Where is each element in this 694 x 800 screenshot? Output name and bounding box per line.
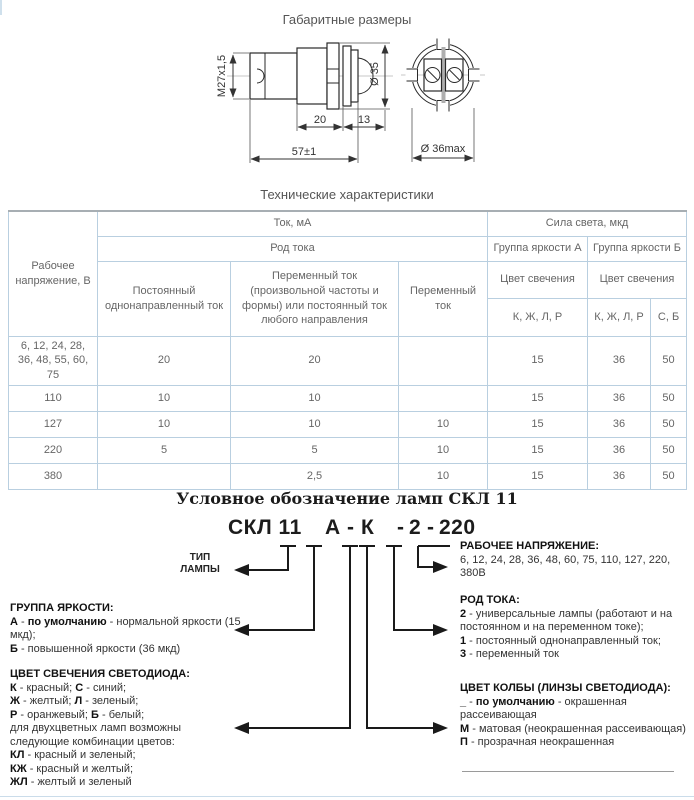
lamp-type-label: ТИП ЛАМПЫ [180, 552, 220, 575]
table-cell: 110 [9, 386, 98, 412]
table-cell: 10 [399, 412, 488, 438]
code-part-voltage: 220 [439, 516, 476, 539]
table-cell: 36 [588, 412, 651, 438]
code-part-brightness: А [325, 516, 341, 539]
legend-line: _ - по умолчанию - окрашенная рассеивающая [460, 695, 627, 721]
legend-line: П - прозрачная неокрашенная [460, 736, 615, 748]
table-cell [98, 464, 231, 490]
legend-line: 6, 12, 24, 28, 36, 48, 60, 75, 110, 127, 220, 380В [460, 553, 671, 579]
header-glow-b: Цвет свечения [588, 261, 687, 298]
legend-bulb-color [460, 682, 692, 750]
table-cell: 36 [588, 464, 651, 490]
terminal-divider [442, 47, 446, 103]
table-cell: 50 [651, 386, 687, 412]
table-cell [399, 386, 488, 412]
table-cell: 50 [651, 438, 687, 464]
table-cell: 10 [98, 386, 231, 412]
table-row [9, 336, 687, 386]
header-dc: Постоянный однонаправленный ток [98, 261, 231, 336]
header-current-kind: Род тока [98, 236, 488, 261]
arrow-current-kind [433, 624, 448, 636]
legend-line: для двухцветных ламп возможны [10, 722, 181, 734]
code-dash: - [427, 516, 435, 539]
lamp-front-view [401, 38, 485, 113]
connector-voltage [418, 546, 433, 567]
table-cell: 36 [588, 438, 651, 464]
legend-title: ЦВЕТ СВЕЧЕНИЯ СВЕТОДИОДА: [10, 668, 190, 680]
legend-line: К - красный; С - синий; [10, 681, 127, 694]
dim-label-20: 20 [313, 114, 327, 126]
legend-current-kind [460, 594, 690, 662]
arrow-bulb-color [433, 722, 448, 734]
connector-brightness [249, 546, 314, 630]
header-intensity: Сила света, мкд [488, 211, 687, 236]
code-dash: - [347, 516, 355, 539]
header-current: Ток, мА [98, 211, 488, 236]
table-row [9, 438, 687, 464]
header-glow-a: Цвет свечения [488, 261, 588, 298]
table-cell: 127 [9, 412, 98, 438]
arrow-voltage [433, 561, 448, 573]
table-cell: 15 [488, 386, 588, 412]
legend-title: РОД ТОКА: [460, 594, 520, 606]
table-cell: 5 [98, 438, 231, 464]
specs-section-title: Технические характеристики [260, 187, 434, 202]
header-ac: Переменный ток [399, 261, 488, 336]
legend-glow-color [10, 668, 242, 790]
table-cell: 50 [651, 336, 687, 386]
table-cell: 36 [588, 336, 651, 386]
connector-glow-color [249, 546, 350, 728]
legend-title: ЦВЕТ КОЛБЫ (ЛИНЗЫ СВЕТОДИОДА): [460, 682, 671, 694]
legend-line: М - матовая (неокрашенная рассеивающая) [460, 722, 686, 735]
header-colors-a: К, Ж, Л, Р [488, 298, 588, 336]
front-view-dimensions [412, 108, 474, 162]
legend-divider [462, 771, 674, 772]
table-header-row [9, 211, 687, 236]
code-dash: - [397, 516, 405, 539]
legend-line: 1 - постоянный однонаправленный ток; [460, 634, 661, 647]
dim-label-13: 13 [357, 114, 371, 126]
legend-line: А - по умолчанию - нормальной яркости (15 мкд); [10, 615, 241, 641]
table-cell: 15 [488, 412, 588, 438]
table-cell: 15 [488, 336, 588, 386]
table-row [9, 464, 687, 490]
arrow-type-lamp [234, 564, 249, 576]
legend-line: 2 - универсальные лампы (работают и на постоянном и на переменном токе); [460, 607, 673, 633]
table-cell: 2,5 [231, 464, 399, 490]
designation-section-title: Условное обозначение ламп СКЛ 11 [176, 489, 518, 508]
table-header-row [9, 261, 687, 298]
header-voltage: Рабочее напряжение, В [9, 211, 98, 336]
header-ac-any: Переменный ток (произвольной частоты и формы) или постоянный ток любого направления [231, 261, 399, 336]
dim-label-d36max: Ø 36max [420, 143, 466, 155]
dim-label-d35: Ø 35 [369, 62, 381, 86]
code-part-color: К [361, 516, 375, 539]
header-group-a: Группа яркости А [488, 236, 588, 261]
table-cell: 380 [9, 464, 98, 490]
table-cell: 220 [9, 438, 98, 464]
table-cell: 10 [231, 386, 399, 412]
table-row [9, 412, 687, 438]
header-group-b: Группа яркости Б [588, 236, 687, 261]
dim-label-m27: М27х1,5 [216, 54, 228, 98]
table-header-row [9, 236, 687, 261]
connector-current-kind [394, 546, 433, 630]
dim-label-57: 57±1 [291, 146, 317, 158]
legend-voltage [460, 540, 690, 581]
header-colors-b1: К, Ж, Л, Р [588, 298, 651, 336]
page-bottom-border [0, 796, 694, 797]
connector-type-lamp [249, 546, 288, 570]
table-cell: 10 [399, 464, 488, 490]
table-cell: 15 [488, 464, 588, 490]
table-cell: 20 [98, 336, 231, 386]
table-cell: 50 [651, 412, 687, 438]
code-part-type: СКЛ 11 [228, 516, 302, 539]
legend-line: КЛ - красный и зеленый; [10, 749, 136, 761]
legend-line: КЖ - красный и желтый; [10, 762, 134, 775]
dimensions-section-title: Габаритные размеры [282, 12, 412, 27]
table-cell: 10 [98, 412, 231, 438]
table-cell: 10 [399, 438, 488, 464]
legend-line: Ж - желтый; Л - зеленый; [10, 695, 139, 707]
legend-line: Р - оранжевый; Б - белый; [10, 708, 145, 721]
legend-line: Б - повышенной яркости (36 мкд) [10, 642, 181, 655]
table-cell: 10 [231, 412, 399, 438]
table-cell: 15 [488, 438, 588, 464]
legend-title: ГРУППА ЯРКОСТИ: [10, 602, 114, 614]
table-cell: 36 [588, 386, 651, 412]
legend-line: 3 - переменный ток [460, 648, 559, 660]
connector-bulb-color [367, 546, 433, 728]
table-cell: 20 [231, 336, 399, 386]
table-cell [399, 336, 488, 386]
table-cell: 5 [231, 438, 399, 464]
header-colors-b2: С, Б [651, 298, 687, 336]
dimensional-drawing [175, 28, 500, 170]
code-part-current: 2 [409, 516, 422, 539]
legend-brightness-group [10, 602, 242, 656]
table-cell: 50 [651, 464, 687, 490]
table-row [9, 386, 687, 412]
legend-line: следующие комбинации цветов: [10, 735, 175, 748]
legend-line: ЖЛ - желтый и зеленый [10, 776, 132, 788]
legend-title: РАБОЧЕЕ НАПРЯЖЕНИЕ: [460, 540, 599, 552]
specs-table [8, 210, 687, 490]
table-cell: 6, 12, 24, 28, 36, 48, 55, 60, 75 [9, 336, 98, 386]
